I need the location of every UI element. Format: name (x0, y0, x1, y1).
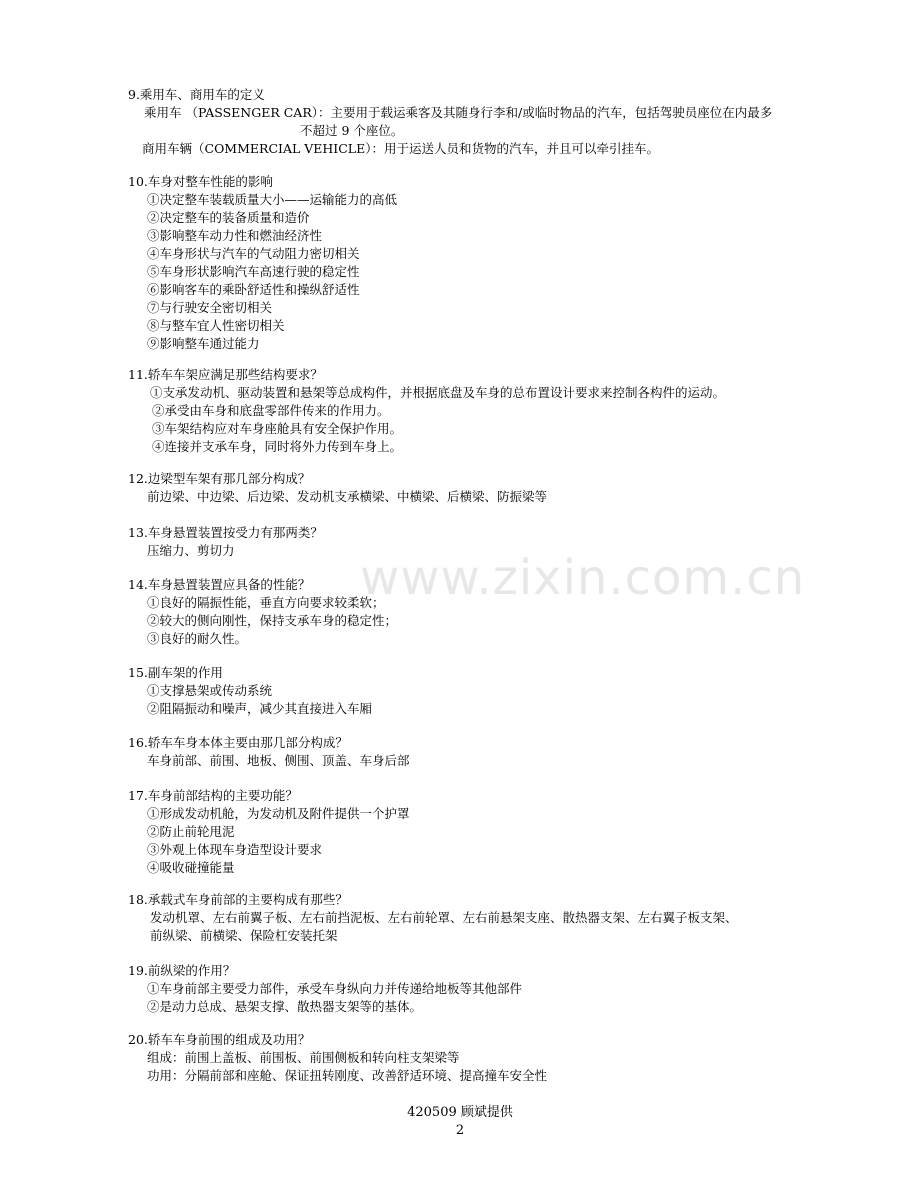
answer-item: ④车身形状与汽车的气动阻力密切相关 (147, 246, 360, 261)
answer-item: ③影响整车动力性和燃油经济性 (147, 228, 323, 243)
question-9 (128, 86, 808, 158)
answer-item: ②承受由车身和底盘零部件传来的作用力。 (152, 403, 390, 418)
question-title: 18.承载式车身前部的主要构成有那些？ (128, 892, 348, 907)
page-number: 2 (455, 1123, 465, 1138)
question-17 (128, 787, 808, 877)
answer-item: ⑥影响客车的乘卧舒适性和操纵舒适性 (147, 282, 360, 297)
question-title: 17.车身前部结构的主要功能？ (128, 788, 298, 803)
question-title: 14.车身悬置装置应具备的性能？ (128, 577, 311, 592)
answer-text-continued: 前纵梁、前横梁、保险杠安装托架 (150, 928, 338, 943)
answer-text: 压缩力、剪切力 (147, 543, 235, 558)
question-20 (128, 1031, 808, 1085)
question-16 (128, 734, 808, 770)
answer-item: ⑦与行驶安全密切相关 (147, 300, 273, 315)
answer-text: 发动机罩、左右前翼子板、左右前挡泥板、左右前轮罩、左右前悬架支座、散热器支架、左右翼子板支架、 (150, 910, 738, 925)
answer-item: ③车架结构应对车身座舱具有安全保护作用。 (152, 421, 403, 436)
question-title: 10.车身对整车性能的影响 (128, 174, 273, 189)
question-12 (128, 470, 808, 506)
answer-item: ①支撑悬架或传动系统 (147, 683, 273, 698)
question-title: 11.轿车车架应满足那些结构要求？ (128, 367, 323, 382)
question-14 (128, 576, 808, 648)
question-18 (128, 891, 808, 945)
answer-composition: 组成：前围上盖板、前围板、前围侧板和转向柱支架梁等 (147, 1050, 460, 1065)
answer-item: ⑧与整车宜人性密切相关 (147, 318, 285, 333)
definition-term: 乘用车 （PASSENGER CAR）： (144, 105, 331, 120)
answer-item: ①良好的隔振性能，垂直方向要求较柔软； (147, 595, 385, 610)
definition-text-continued: 不超过 9 个座位。 (300, 123, 404, 138)
question-10 (128, 173, 808, 353)
answer-function: 功用：分隔前部和座舱、保证扭转刚度、改善舒适环境、提高撞车安全性 (147, 1068, 548, 1083)
question-19 (128, 962, 808, 1016)
question-title: 19.前纵梁的作用？ (128, 963, 236, 978)
answer-text: 前边梁、中边梁、后边梁、发动机支承横梁、中横梁、后横梁、防振梁等 (147, 489, 548, 504)
question-13 (128, 524, 808, 560)
definition-text: 主要用于载运乘客及其随身行李和/或临时物品的汽车，包括驾驶员座位在内最多 (330, 105, 773, 120)
answer-item: ①支承发动机、驱动装置和悬架等总成构件，并根据底盘及车身的总布置设计要求来控制各构件的运动。 (150, 385, 726, 400)
question-11 (128, 366, 808, 456)
answer-text: 车身前部、前围、地板、侧围、顶盖、车身后部 (147, 753, 410, 768)
answer-item: ③外观上体现车身造型设计要求 (147, 842, 323, 857)
question-title: 16.轿车车身本体主要由那几部分构成？ (128, 735, 348, 750)
answer-item: ③良好的耐久性。 (147, 631, 248, 646)
question-title: 15.副车架的作用 (128, 665, 223, 680)
answer-item: ⑤车身形状影响汽车高速行驶的稳定性 (147, 264, 360, 279)
answer-item: ④连接并支承车身，同时将外力传到车身上。 (152, 439, 403, 454)
answer-item: ②较大的侧向刚性，保持支承车身的稳定性； (147, 613, 398, 628)
answer-item: ①决定整车装载质量大小——运输能力的高低 (147, 192, 398, 207)
question-title: 13.车身悬置装置按受力有那两类？ (128, 525, 323, 540)
question-title: 20.轿车车身前围的组成及功用？ (128, 1032, 311, 1047)
definition-passenger-car (128, 104, 808, 122)
question-title: 12.边梁型车架有那几部分构成？ (128, 471, 311, 486)
answer-item: ①车身前部主要受力部件，承受车身纵向力并传递给地板等其他部件 (147, 981, 523, 996)
answer-item: ④吸收碰撞能量 (147, 860, 235, 875)
answer-item: ②防止前轮甩泥 (147, 824, 235, 839)
definition-commercial-vehicle: 商用车辆（COMMERCIAL VEHICLE）：用于运送人员和货物的汽车，并且可以牵引挂车。 (142, 141, 659, 156)
answer-item: ②是动力总成、悬架支撑、散热器支架等的基体。 (147, 999, 423, 1014)
question-15 (128, 664, 808, 718)
watermark: www.zixin.com.cn (360, 550, 806, 606)
question-title: 9.乘用车、商用车的定义 (128, 87, 265, 102)
answer-item: ②阻隔振动和噪声，减少其直接进入车厢 (147, 701, 373, 716)
answer-item: ①形成发动机舱，为发动机及附件提供一个护罩 (147, 806, 410, 821)
answer-item: ⑨影响整车通过能力 (147, 336, 260, 351)
answer-item: ②决定整车的装备质量和造价 (147, 210, 310, 225)
footer-credit: 420509 顾斌提供 (407, 1105, 513, 1120)
